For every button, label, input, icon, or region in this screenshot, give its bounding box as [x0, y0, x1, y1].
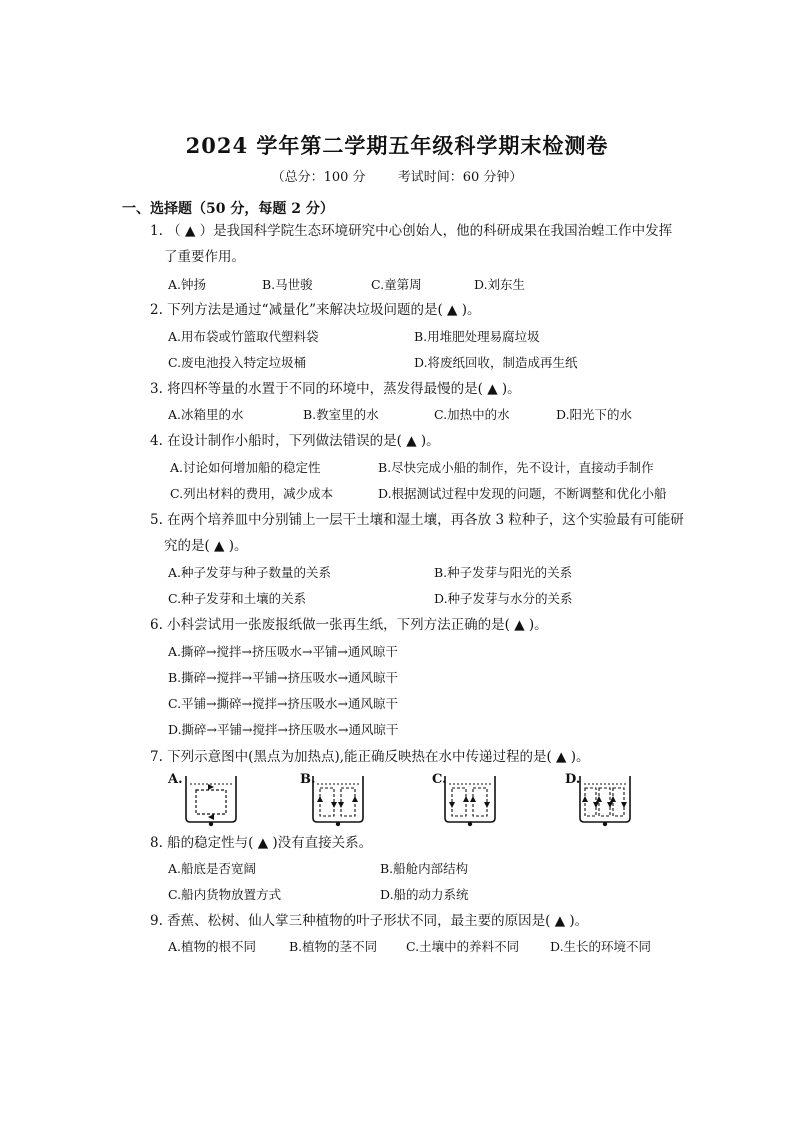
diagram-label-a: A.	[168, 772, 183, 787]
option-a: A.撕碎→搅拌→挤压吸水→平铺→通风晾干	[168, 644, 398, 659]
beaker-diagram-a	[184, 774, 238, 826]
question-6	[150, 612, 690, 638]
exam-time: 考试时间：60 分钟）	[397, 170, 523, 185]
option-c: C.船内货物放置方式	[168, 887, 282, 902]
question-7	[150, 744, 690, 770]
option-a: A.讨论如何增加船的稳定性	[170, 460, 321, 475]
question-stem: 7. 下列示意图中(黑点为加热点),能正确反映热在水中传递过程的是( ▲ )。	[150, 749, 590, 765]
option-d: D.船的动力系统	[380, 887, 469, 902]
question-9	[150, 908, 690, 934]
option-b: B.撕碎→搅拌→平铺→挤压吸水→通风晾干	[168, 670, 399, 685]
option-d: D.生长的环境不同	[550, 939, 652, 954]
option-c: C.加热中的水	[434, 407, 510, 422]
option-b: B.马世骏	[262, 277, 313, 292]
question-stem: 8. 船的稳定性与( ▲ )没有直接关系。	[150, 835, 373, 851]
option-a: A.船底是否宽阔	[168, 861, 257, 876]
beaker-diagram-b	[311, 774, 365, 826]
beaker-diagram-d	[578, 774, 632, 826]
option-d: D.根据测试过程中发现的问题，不断调整和优化小船	[378, 486, 667, 501]
question-4	[150, 428, 690, 454]
diagram-label-c: C.	[432, 772, 447, 787]
option-c: C.平铺→撕碎→搅拌→挤压吸水→通风晾干	[168, 696, 398, 711]
question-1	[150, 218, 690, 270]
beaker-diagram-c	[443, 774, 497, 826]
option-a: A.用布袋或竹篮取代塑料袋	[168, 329, 319, 344]
question-stem: 2. 下列方法是通过“减量化”来解决垃圾问题的是( ▲ )。	[150, 302, 481, 318]
option-b: B.尽快完成小船的制作，先不设计，直接动手制作	[378, 460, 654, 475]
option-d: D.撕碎→平铺→搅拌→挤压吸水→通风晾干	[168, 722, 399, 737]
diagram-label-d: D.	[565, 772, 581, 787]
diagram-label-b: B.	[300, 772, 316, 787]
option-b: B.船舱内部结构	[380, 861, 469, 876]
question-stem-continued: 了重要作用。	[164, 249, 245, 265]
option-c: C.种子发芽和土壤的关系	[168, 591, 307, 606]
option-c: C.废电池投入特定垃圾桶	[168, 355, 307, 370]
option-d: D.种子发芽与水分的关系	[434, 591, 573, 606]
option-c: C.童第周	[371, 277, 422, 292]
question-stem: 9. 香蕉、松树、仙人掌三种植物的叶子形状不同，最主要的原因是( ▲ )。	[150, 913, 589, 929]
option-d: D.将废纸回收，制造成再生纸	[414, 355, 578, 370]
option-b: B.教室里的水	[303, 407, 379, 422]
question-3	[150, 376, 690, 402]
question-stem: 3. 将四杯等量的水置于不同的环境中，蒸发得最慢的是( ▲ )。	[150, 381, 521, 397]
question-stem: 1. （ ▲ ）是我国科学院生态环境研究中心创始人，他的科研成果在我国治蝗工作中发挥	[150, 223, 673, 239]
question-8	[150, 830, 690, 856]
question-2	[150, 297, 690, 323]
section-heading: 一、选择题（50 分，每题 2 分）	[122, 201, 334, 217]
question-stem: 4. 在设计制作小船时，下列做法错误的是( ▲ )。	[150, 433, 440, 449]
option-b: B.植物的茎不同	[289, 939, 378, 954]
question-stem: 6. 小科尝试用一张废报纸做一张再生纸，下列方法正确的是( ▲ )。	[150, 617, 548, 633]
option-a: A.冰箱里的水	[168, 407, 244, 422]
total-score: （总分：100 分	[271, 170, 366, 185]
question-stem-continued: 究的是( ▲ )。	[164, 538, 248, 554]
exam-title: 2024 学年第二学期五年级科学期末检测卷	[185, 133, 609, 158]
option-b: B.用堆肥处理易腐垃圾	[414, 329, 540, 344]
option-a: A.种子发芽与种子数量的关系	[168, 565, 332, 580]
option-d: D.阳光下的水	[556, 407, 633, 422]
question-stem: 5. 在两个培养皿中分别铺上一层干土壤和湿土壤，再各放 3 粒种子，这个实验最有可能研	[150, 512, 684, 528]
option-c: C.土壤中的养料不同	[406, 939, 520, 954]
option-c: C.列出材料的费用，减少成本	[170, 486, 334, 501]
question-5	[150, 507, 690, 559]
exam-subtitle	[0, 166, 794, 185]
option-a: A.钟扬	[168, 277, 207, 292]
option-d: D.刘东生	[474, 277, 526, 292]
option-a: A.植物的根不同	[168, 939, 257, 954]
option-b: B.种子发芽与阳光的关系	[434, 565, 573, 580]
